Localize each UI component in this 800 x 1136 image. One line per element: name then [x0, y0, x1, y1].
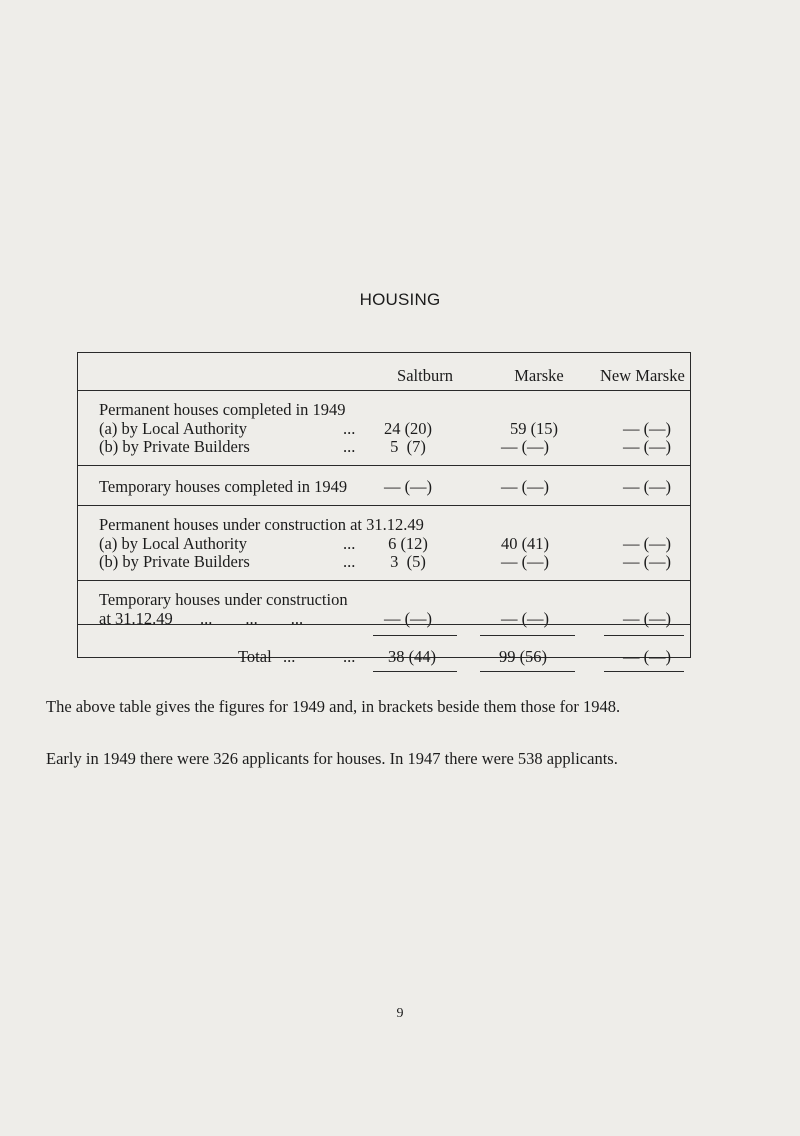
leader-dots: ... [343, 534, 356, 553]
table-cell: — (—) [622, 477, 672, 496]
total-cell: 38 (44) [387, 647, 437, 666]
leader-dots: ... [343, 419, 356, 438]
total-rule [373, 671, 457, 672]
section-heading: Permanent houses under construction at 31.12.49 [99, 515, 424, 534]
total-label: Total [238, 647, 272, 666]
table-rule [77, 390, 691, 391]
table-cell: — (—) [500, 552, 550, 571]
section-heading: Temporary houses under construction [99, 590, 348, 609]
table-cell: — (—) [383, 609, 433, 628]
table-cell: — (—) [500, 477, 550, 496]
table-cell: 40 (41) [500, 534, 550, 553]
table-cell: 24 (20) [383, 419, 433, 438]
total-rule [480, 671, 575, 672]
table-rule [77, 465, 691, 466]
table-rule [77, 580, 691, 581]
total-rule [604, 635, 684, 636]
total-rule [604, 671, 684, 672]
paragraph: Early in 1949 there were 326 applicants for houses. In 1947 there were 538 applicants. [46, 749, 618, 768]
total-rule [480, 635, 575, 636]
table-cell: 5 (7) [390, 437, 426, 456]
column-header-marske: Marske [514, 366, 564, 385]
table-cell: 3 (5) [390, 552, 426, 571]
table-rule [77, 505, 691, 506]
paragraph: The above table gives the figures for 1949 and, in brackets beside them those for 1948. [46, 697, 621, 716]
table-cell: 59 (15) [509, 419, 559, 438]
total-rule [373, 635, 457, 636]
leader-dots: ... [343, 437, 356, 456]
table-cell: — (—) [622, 437, 672, 456]
table-cell: — (—) [500, 437, 550, 456]
total-cell: — (—) [622, 647, 672, 666]
page-title: HOUSING [359, 290, 441, 309]
row-label: (a) by Local Authority [99, 534, 248, 553]
table-rule [77, 624, 691, 625]
table-cell: — (—) [622, 552, 672, 571]
column-header-new-marske: New Marske [600, 366, 685, 385]
leader-dots: ... ... ... [200, 609, 304, 628]
total-cell: 99 (56) [498, 647, 548, 666]
section-heading: Permanent houses completed in 1949 [99, 400, 346, 419]
row-label: (b) by Private Builders [99, 552, 250, 571]
row-label: (a) by Local Authority [99, 419, 248, 438]
table-cell: — (—) [383, 477, 433, 496]
row-label: Temporary houses completed in 1949 [99, 477, 348, 496]
table-cell: — (—) [622, 609, 672, 628]
table-cell: — (—) [622, 534, 672, 553]
table-cell: — (—) [500, 609, 550, 628]
column-header-saltburn: Saltburn [397, 366, 453, 385]
table-cell: 6 (12) [388, 534, 428, 553]
leader-dots: ... [343, 647, 356, 666]
page-number: 9 [396, 1006, 404, 1021]
row-label: (b) by Private Builders [99, 437, 250, 456]
row-label: at 31.12.49 [99, 609, 173, 628]
leader-dots: ... [343, 552, 356, 571]
table-cell: — (—) [622, 419, 672, 438]
leader-dots: ... [283, 647, 296, 666]
